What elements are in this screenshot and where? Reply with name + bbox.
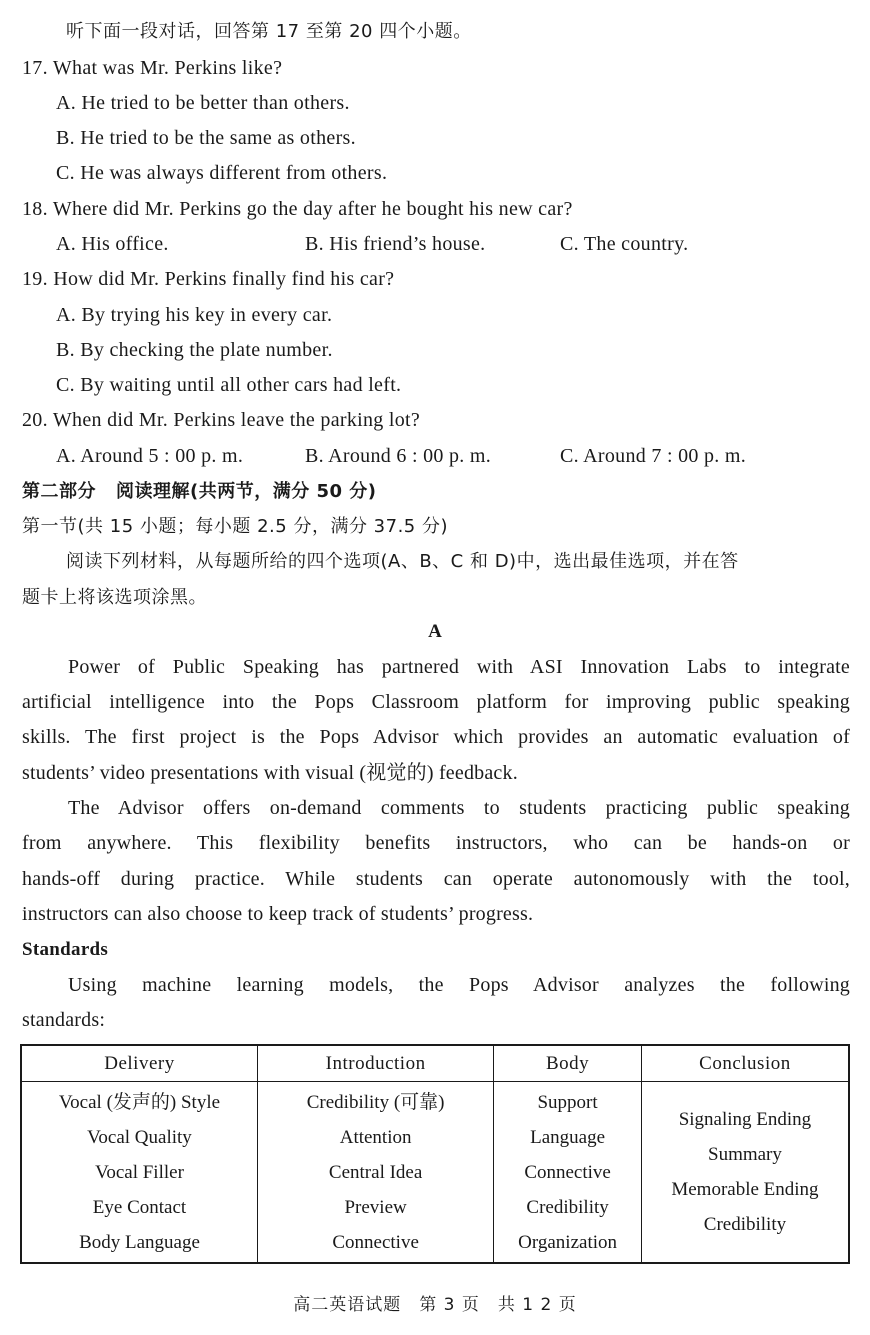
introduction-item: Credibility (可靠) bbox=[306, 1091, 445, 1113]
question-19: 19. How did Mr. Perkins finally find his car? bbox=[22, 268, 395, 290]
q20-option-a: A. Around 5 : 00 p. m. bbox=[56, 445, 244, 467]
table-row bbox=[21, 1082, 849, 1264]
header-delivery: Delivery bbox=[21, 1045, 257, 1082]
delivery-item: Vocal Filler bbox=[95, 1161, 184, 1183]
q20-option-c: C. Around 7 : 00 p. m. bbox=[560, 445, 747, 467]
reading-instruction-line1: 阅读下列材料，从每题所给的四个选项(A、B、C 和 D)中，选出最佳选项，并在答 bbox=[66, 551, 739, 572]
body-item: Credibility bbox=[526, 1196, 609, 1218]
passage-p2-line2: from anywhere. This flexibility benefits instructors, who can be hands-on or bbox=[22, 832, 850, 854]
body-item: Language bbox=[530, 1126, 606, 1148]
q17-option-c: C. He was always different from others. bbox=[56, 162, 388, 184]
q17-option-a: A. He tried to be better than others. bbox=[56, 92, 350, 114]
passage-p1-line2: artificial intelligence into the Pops Classroom platform for improving public speaking bbox=[22, 691, 850, 713]
conclusion-item: Summary bbox=[708, 1144, 782, 1165]
passage-p2-line4: instructors can also choose to keep track of students’ progress. bbox=[22, 903, 534, 925]
conclusion-item: Signaling Ending bbox=[678, 1109, 812, 1130]
delivery-item: Vocal Quality bbox=[87, 1126, 192, 1148]
q17-option-b: B. He tried to be the same as others. bbox=[56, 127, 356, 149]
passage-p1-line4: students’ video presentations with visual (视觉的) feedback. bbox=[22, 762, 518, 784]
q18-option-b: B. His friend’s house. bbox=[305, 233, 486, 255]
passage-p1-line1: Power of Public Speaking has partnered with ASI Innovation Labs to integrate bbox=[68, 656, 850, 678]
standards-heading: Standards bbox=[22, 939, 109, 960]
q18-option-a: A. His office. bbox=[56, 233, 169, 255]
delivery-item: Body Language bbox=[79, 1231, 200, 1253]
introduction-item: Preview bbox=[344, 1196, 407, 1218]
passage-p2-line3: hands-off during practice. While students can operate autonomously with the tool, bbox=[22, 868, 850, 890]
part2-heading bbox=[22, 479, 377, 505]
standards-table bbox=[20, 1044, 850, 1264]
passage-letter: A bbox=[428, 621, 442, 642]
delivery-item: Eye Contact bbox=[92, 1196, 187, 1218]
delivery-item: Vocal (发声的) Style bbox=[58, 1091, 221, 1113]
passage-p2-line1: The Advisor offers on-demand comments to students practicing public speaking bbox=[68, 797, 850, 819]
part2-title: 第二部分 bbox=[22, 481, 96, 502]
introduction-cell bbox=[257, 1082, 493, 1264]
q20-option-b: B. Around 6 : 00 p. m. bbox=[305, 445, 492, 467]
conclusion-item: Credibility bbox=[703, 1214, 787, 1235]
passage-p1-line3: skills. The first project is the Pops Advisor which provides an automatic evaluation of bbox=[22, 726, 850, 748]
body-item: Support bbox=[537, 1091, 598, 1113]
q19-option-b: B. By checking the plate number. bbox=[56, 339, 333, 361]
passage-p3-line2: standards: bbox=[22, 1009, 106, 1031]
body-item: Connective bbox=[524, 1161, 611, 1183]
body-cell bbox=[494, 1082, 642, 1264]
header-conclusion: Conclusion bbox=[641, 1045, 849, 1082]
header-body: Body bbox=[494, 1045, 642, 1082]
introduction-item: Central Idea bbox=[328, 1161, 423, 1183]
delivery-cell bbox=[21, 1082, 257, 1264]
body-item: Organization bbox=[518, 1231, 617, 1253]
reading-instruction-line2: 题卡上将该选项涂黑。 bbox=[22, 587, 207, 608]
table-header-row bbox=[21, 1045, 849, 1082]
page-footer: 高二英语试题 第 3 页 共 1 2 页 bbox=[293, 1295, 577, 1315]
section1-heading: 第一节(共 15 小题；每小题 2.5 分，满分 37.5 分) bbox=[22, 516, 448, 537]
introduction-item: Attention bbox=[339, 1126, 412, 1148]
question-18: 18. Where did Mr. Perkins go the day after he bought his new car? bbox=[22, 198, 573, 220]
introduction-item: Connective bbox=[332, 1231, 419, 1253]
conclusion-cell bbox=[641, 1082, 849, 1264]
header-introduction: Introduction bbox=[257, 1045, 493, 1082]
question-17: 17. What was Mr. Perkins like? bbox=[22, 57, 283, 79]
q19-option-c: C. By waiting until all other cars had left. bbox=[56, 374, 402, 396]
q18-option-c: C. The country. bbox=[560, 233, 689, 255]
listening-intro: 听下面一段对话，回答第 17 至第 20 四个小题。 bbox=[66, 21, 472, 42]
part2-subtitle: 阅读理解(共两节，满分 50 分) bbox=[116, 481, 377, 502]
q19-option-a: A. By trying his key in every car. bbox=[56, 304, 333, 326]
passage-p3-line1: Using machine learning models, the Pops Advisor analyzes the following bbox=[68, 974, 850, 996]
question-20: 20. When did Mr. Perkins leave the parking lot? bbox=[22, 409, 421, 431]
conclusion-item: Memorable Ending bbox=[671, 1179, 819, 1200]
